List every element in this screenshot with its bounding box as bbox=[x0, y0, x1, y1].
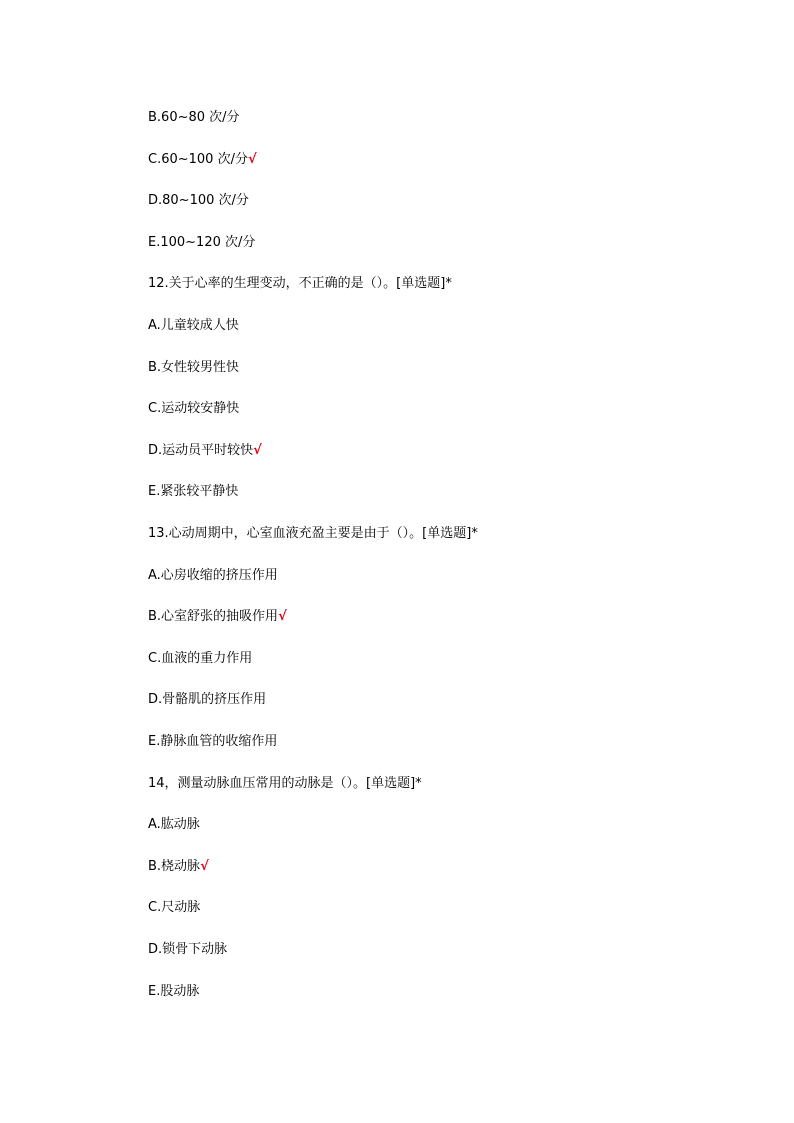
option-line bbox=[148, 442, 262, 460]
line-text: A.肱动脉 bbox=[148, 817, 200, 832]
line-text: 14，测量动脉血压常用的动脉是（）。[单选题]* bbox=[148, 776, 422, 791]
line-text: B.女性较男性快 bbox=[148, 360, 240, 375]
option-line bbox=[148, 483, 238, 501]
line-text: C.运动较安静快 bbox=[148, 401, 240, 416]
line-text: D.80~100 次/分 bbox=[148, 193, 249, 208]
line-text: D.锁骨下动脉 bbox=[148, 942, 228, 957]
line-text: C.60~100 次/分 bbox=[148, 152, 248, 167]
line-text: 13.心动周期中，心室血液充盈主要是由于（）。[单选题]* bbox=[148, 526, 478, 541]
line-text: D.骨骼肌的挤压作用 bbox=[148, 692, 267, 707]
option-line bbox=[148, 650, 252, 668]
option-line bbox=[148, 317, 239, 335]
option-line bbox=[148, 816, 200, 834]
line-text: A.儿童较成人快 bbox=[148, 318, 239, 333]
line-text: D.运动员平时较快 bbox=[148, 443, 254, 458]
line-text: C.血液的重力作用 bbox=[148, 651, 253, 666]
option-line bbox=[148, 359, 239, 377]
line-text: E.100~120 次/分 bbox=[148, 235, 256, 250]
correct-check-icon: √ bbox=[200, 859, 209, 874]
option-line bbox=[148, 899, 200, 917]
line-text: B.心室舒张的抽吸作用 bbox=[148, 609, 279, 624]
question-line bbox=[148, 275, 452, 293]
option-line bbox=[148, 983, 199, 1001]
option-line bbox=[148, 691, 266, 709]
line-text: B.桡动脉 bbox=[148, 859, 201, 874]
line-text: B.60~80 次/分 bbox=[148, 110, 240, 125]
line-text: C.尺动脉 bbox=[148, 900, 201, 915]
option-line bbox=[148, 151, 257, 169]
correct-check-icon: √ bbox=[278, 609, 287, 624]
option-line bbox=[148, 192, 249, 210]
line-text: 12.关于心率的生理变动，不正确的是（）。[单选题]* bbox=[148, 276, 452, 291]
line-text: E.静脉血管的收缩作用 bbox=[148, 734, 278, 749]
line-text: A.心房收缩的挤压作用 bbox=[148, 568, 278, 583]
line-text: E.紧张较平静快 bbox=[148, 484, 239, 499]
option-line bbox=[148, 733, 277, 751]
correct-check-icon: √ bbox=[253, 443, 262, 458]
option-line bbox=[148, 608, 287, 626]
correct-check-icon: √ bbox=[247, 152, 257, 167]
question-line bbox=[148, 525, 478, 543]
line-text: E.股动脉 bbox=[148, 984, 200, 999]
question-line bbox=[148, 775, 422, 793]
option-line bbox=[148, 941, 227, 959]
option-line bbox=[148, 400, 239, 418]
option-line bbox=[148, 858, 209, 876]
option-line bbox=[148, 234, 255, 252]
option-line bbox=[148, 567, 278, 585]
option-line bbox=[148, 109, 240, 127]
